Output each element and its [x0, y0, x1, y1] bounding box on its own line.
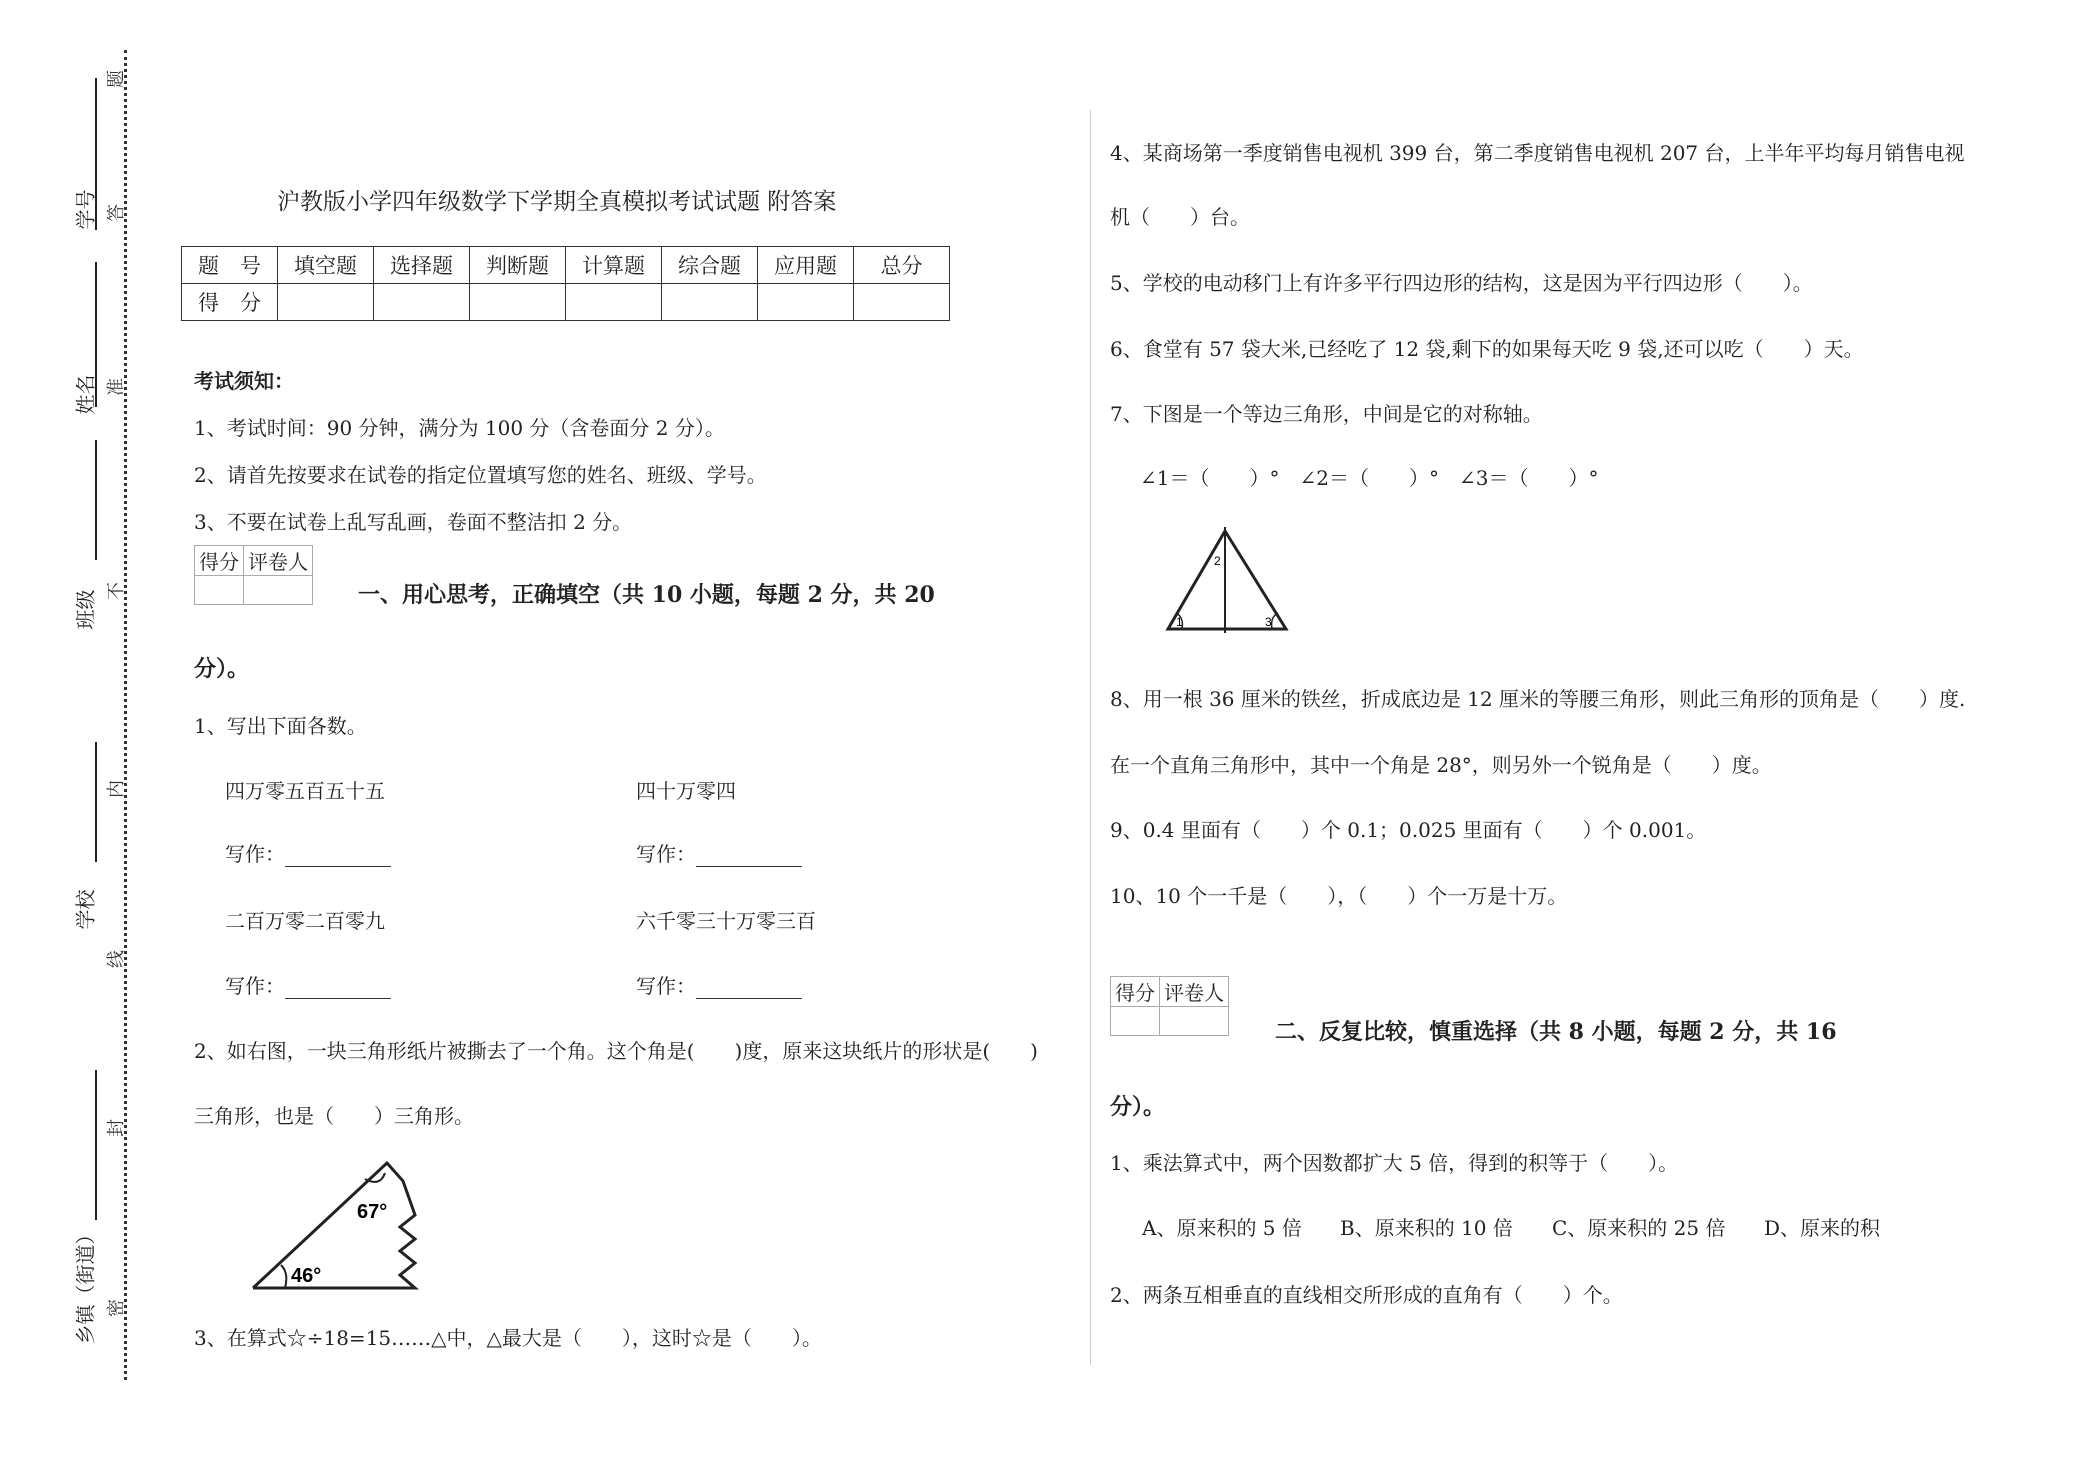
score-cell[interactable] [758, 284, 854, 321]
grader-box-cell[interactable] [1111, 1007, 1160, 1036]
question-8: 8、用一根 36 厘米的铁丝，折成底边是 12 厘米的等腰三角形，则此三角形的顶角是（ ）度. [1110, 687, 1966, 711]
name-label: 姓名 [73, 374, 98, 415]
angle-1-label: 1 [1176, 615, 1183, 629]
write-answer [225, 970, 391, 999]
angle-label-46: 46° [291, 1265, 322, 1287]
write-answer [225, 838, 391, 867]
score-cell[interactable] [374, 284, 470, 321]
notice-item: 1、考试时间：90 分钟，满分为 100 分（含卷面分 2 分）。 [194, 416, 725, 440]
score-cell[interactable] [662, 284, 758, 321]
notice-heading: 考试须知： [194, 369, 294, 393]
seal-char: 密 [106, 1299, 127, 1317]
write-label: 写作： [225, 842, 285, 866]
class-label: 班级 [73, 589, 98, 630]
score-table-header: 判断题 [470, 247, 566, 284]
field-line [95, 440, 97, 560]
score-cell[interactable] [566, 284, 662, 321]
question-2-cont: 三角形，也是（ ）三角形。 [194, 1104, 474, 1128]
score-cell[interactable] [278, 284, 374, 321]
score-table-score-row [182, 284, 950, 321]
score-cell[interactable] [854, 284, 950, 321]
score-table-header: 综合题 [662, 247, 758, 284]
seal-char: 不 [106, 582, 127, 600]
section1-title-cont: 分）。 [194, 656, 250, 682]
write-label: 写作： [636, 974, 696, 998]
section2-title: 二、反复比较，慎重选择（共 8 小题，每题 2 分，共 16 [1275, 1019, 1837, 1045]
question-1: 1、写出下面各数。 [194, 714, 367, 738]
number-words: 四十万零四 [636, 779, 736, 803]
seal-char: 线 [106, 950, 127, 968]
equilateral-triangle-figure [1160, 525, 1300, 635]
grader-box-cell[interactable] [195, 576, 244, 605]
section2-question-2: 2、两条互相垂直的直线相交所形成的直角有（ ）个。 [1110, 1283, 1623, 1307]
question-9: 9、0.4 里面有（ ）个 0.1；0.025 里面有（ ）个 0.001。 [1110, 818, 1707, 842]
seal-dotted-line [124, 50, 127, 1380]
write-label: 写作： [636, 842, 696, 866]
page-title: 沪教版小学四年级数学下学期全真模拟考试试题 附答案 [277, 189, 837, 215]
score-table [181, 246, 950, 321]
score-table-header-row [182, 247, 950, 284]
number-words: 二百万零二百零九 [225, 909, 385, 933]
field-line [95, 1070, 97, 1220]
angle-label-67: 67° [357, 1201, 388, 1223]
grader-box [1110, 976, 1229, 1036]
section2-question-1: 1、乘法算式中，两个因数都扩大 5 倍，得到的积等于（ ）。 [1110, 1151, 1679, 1175]
score-table-header: 填空题 [278, 247, 374, 284]
option-b[interactable]: B、原来积的 10 倍 [1340, 1216, 1513, 1240]
score-table-header: 计算题 [566, 247, 662, 284]
school-label: 学校 [73, 889, 98, 930]
seal-char: 答 [106, 204, 127, 222]
section2-title-cont: 分）。 [1110, 1094, 1166, 1120]
torn-triangle-figure [245, 1155, 445, 1295]
score-table-header: 题 号 [182, 247, 278, 284]
question-8-cont: 在一个直角三角形中，其中一个角是 28°，则另外一个锐角是（ ）度。 [1110, 753, 1772, 777]
answer-blank[interactable] [696, 846, 802, 867]
section1-title: 一、用心思考，正确填空（共 10 小题，每题 2 分，共 20 [358, 582, 935, 608]
angle-2-label: 2 [1214, 554, 1221, 568]
score-table-header: 总分 [854, 247, 950, 284]
answer-blank[interactable] [696, 978, 802, 999]
score-table-header: 选择题 [374, 247, 470, 284]
seal-char: 内 [106, 780, 127, 798]
write-label: 写作： [225, 974, 285, 998]
option-d[interactable]: D、原来的积 [1764, 1216, 1881, 1240]
question-7: 7、下图是一个等边三角形，中间是它的对称轴。 [1110, 402, 1543, 426]
score-table-header: 应用题 [758, 247, 854, 284]
number-words: 四万零五百五十五 [225, 779, 385, 803]
column-divider [1090, 110, 1091, 1365]
score-cell[interactable] [470, 284, 566, 321]
question-10: 10、10 个一千是（ ），（ ）个一万是十万。 [1110, 884, 1568, 908]
grader-box-cell[interactable] [1160, 1007, 1229, 1036]
grader-box-grader-label: 评卷人 [244, 546, 313, 576]
write-answer [636, 970, 802, 999]
seal-char: 题 [106, 70, 127, 88]
question-5: 5、学校的电动移门上有许多平行四边形的结构，这是因为平行四边形（ ）。 [1110, 271, 1813, 295]
score-table-row-label: 得 分 [182, 284, 278, 321]
grader-box-score-label: 得分 [1111, 977, 1160, 1007]
write-answer [636, 838, 802, 867]
student-id-label: 学号 [73, 189, 98, 230]
question-4-cont: 机（ ）台。 [1110, 205, 1250, 229]
question-2: 2、如右图，一块三角形纸片被撕去了一个角。这个角是( )度，原来这块纸片的形状是( ) [194, 1039, 1038, 1063]
town-label: 乡镇（街道） [73, 1224, 98, 1345]
grader-box-grader-label: 评卷人 [1160, 977, 1229, 1007]
question-6: 6、食堂有 57 袋大米,已经吃了 12 袋,剩下的如果每天吃 9 袋,还可以吃（ ）天。 [1110, 337, 1864, 361]
answer-blank[interactable] [285, 846, 391, 867]
grader-box-score-label: 得分 [195, 546, 244, 576]
seal-char: 准 [106, 378, 127, 396]
answer-blank[interactable] [285, 978, 391, 999]
grader-box [194, 545, 313, 605]
seal-char: 封 [106, 1119, 127, 1137]
grader-box-cell[interactable] [244, 576, 313, 605]
option-a[interactable]: A、原来积的 5 倍 [1142, 1216, 1302, 1240]
number-words: 六千零三十万零三百 [636, 909, 816, 933]
question-4: 4、某商场第一季度销售电视机 399 台，第二季度销售电视机 207 台，上半年平均每月销售电视 [1110, 141, 1965, 165]
option-c[interactable]: C、原来积的 25 倍 [1552, 1216, 1726, 1240]
question-3: 3、在算式☆÷18=15……△中，△最大是（ ），这时☆是（ ）。 [194, 1326, 822, 1350]
field-line [95, 742, 97, 862]
angle-3-label: 3 [1265, 615, 1272, 629]
notice-item: 3、不要在试卷上乱写乱画，卷面不整洁扣 2 分。 [194, 510, 633, 534]
question-7-angles: ∠1＝（ ）° ∠2＝（ ）° ∠3＝（ ）° [1140, 466, 1599, 490]
notice-item: 2、请首先按要求在试卷的指定位置填写您的姓名、班级、学号。 [194, 463, 767, 487]
